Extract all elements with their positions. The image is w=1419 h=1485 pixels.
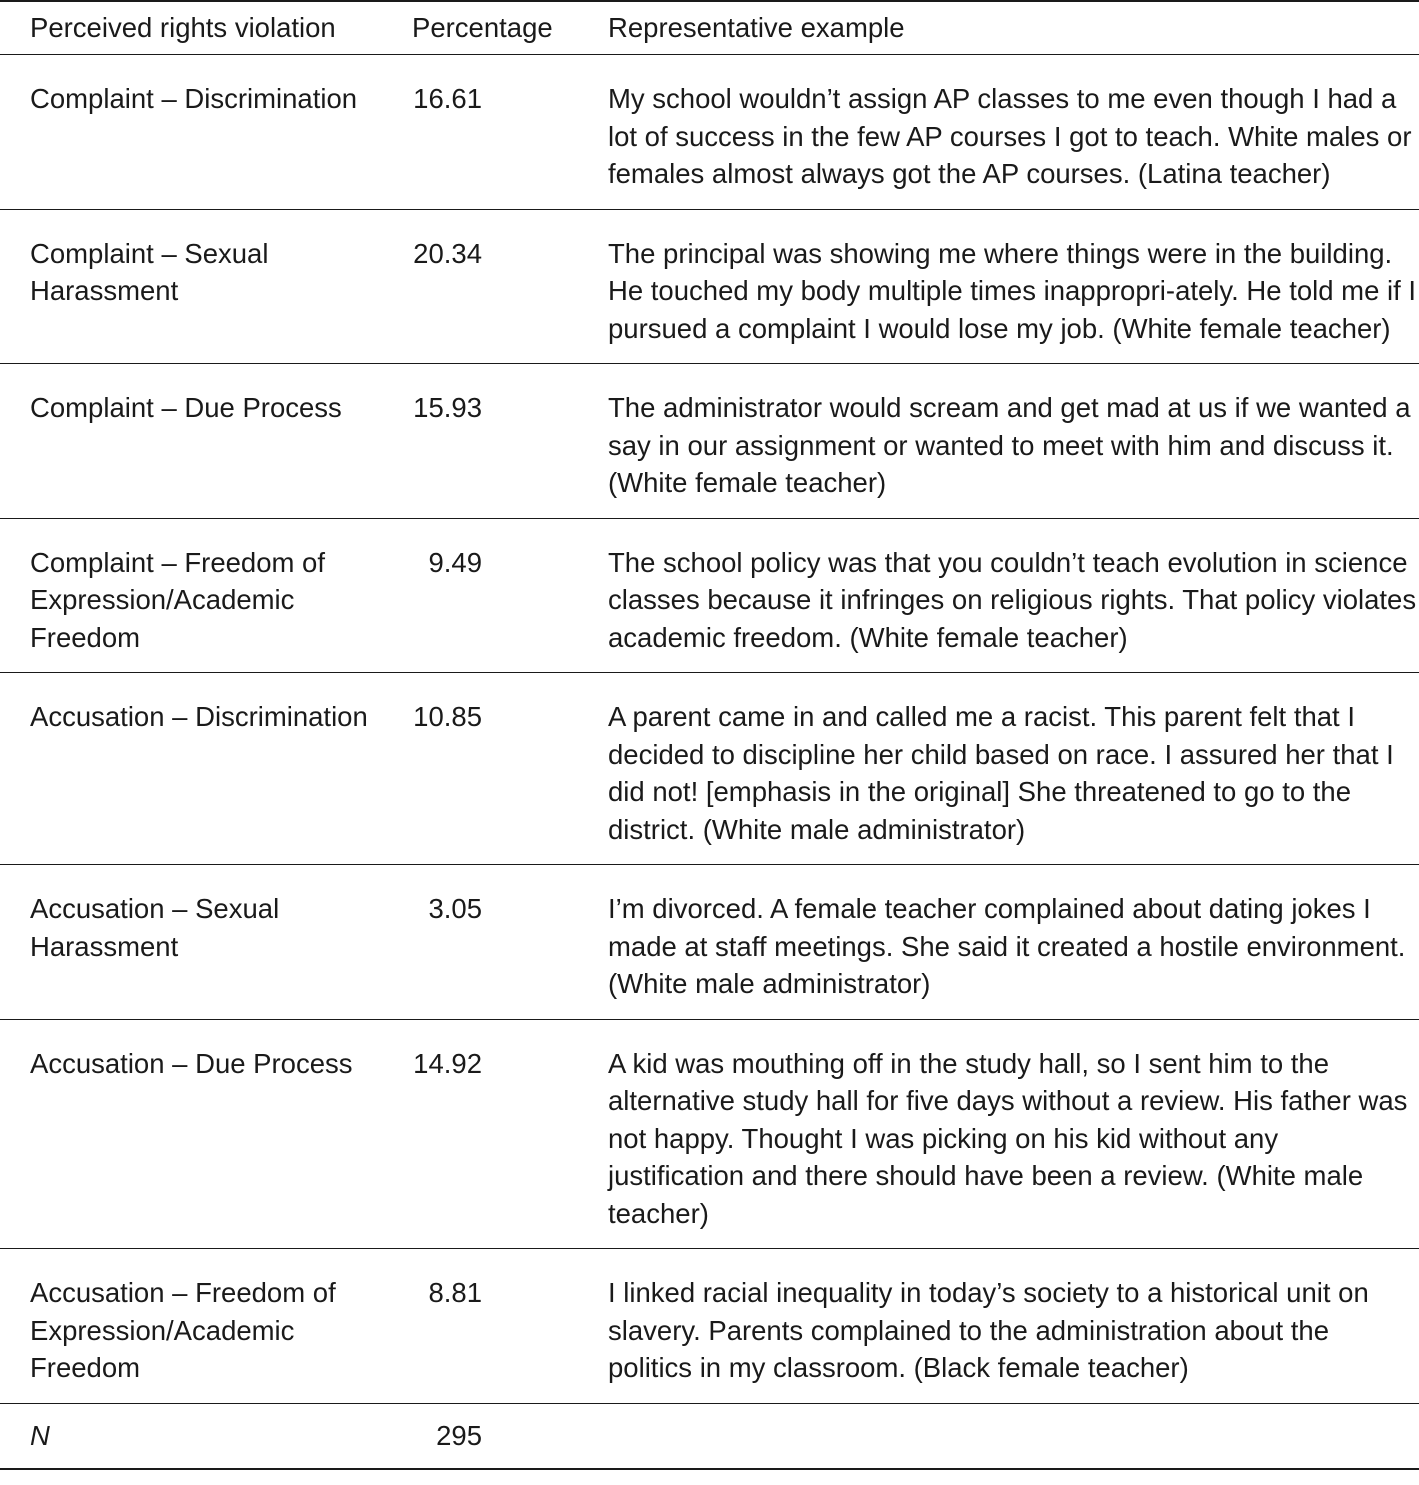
total-row — [0, 1403, 1419, 1469]
example-cell: A parent came in and called me a racist. This parent felt that I decided to discipline her child based on race. I assured her that I did not! [emphasis in the original] She threatened to go to the district. (White male administrator) — [608, 701, 1394, 845]
percentage-cell — [378, 1249, 578, 1404]
example-cell: My school wouldn’t assign AP classes to me even though I had a lot of success in the few AP courses I got to teach. White males or females almost always got the AP courses. (Latina teacher) — [608, 83, 1412, 189]
example-cell: I’m divorced. A female teacher complained about dating jokes I made at staff meetings. She said it created a hostile environment. (White male administrator) — [608, 893, 1406, 999]
percentage-value: 9.49 — [428, 546, 482, 578]
violation-cell: Complaint – Sexual Harassment — [30, 237, 269, 306]
table-row — [0, 364, 1419, 519]
percentage-cell — [378, 865, 578, 1020]
percentage-value: 8.81 — [428, 1277, 482, 1308]
percentage-value: 16.61 — [413, 83, 482, 114]
header-example: Representative example — [608, 12, 905, 44]
example-cell: The school policy was that you couldn’t teach evolution in science classes because it infringes on religious rights. That policy violates academic freedom. (White female teacher) — [608, 546, 1417, 653]
total-label: N — [30, 1419, 50, 1451]
violation-cell: Complaint – Discrimination — [30, 83, 358, 114]
percentage-cell — [378, 364, 578, 519]
percentage-cell — [378, 1019, 578, 1249]
total-cell — [378, 1403, 578, 1469]
percentage-value: 10.85 — [413, 701, 482, 732]
table-row — [0, 209, 1419, 364]
table-row — [0, 1019, 1419, 1249]
percentage-cell — [378, 673, 578, 865]
percentage-cell — [378, 55, 578, 210]
header-row — [0, 1, 1419, 55]
table-row — [0, 518, 1419, 673]
violation-cell: Accusation – Due Process — [30, 1047, 353, 1079]
percentage-value: 15.93 — [413, 392, 482, 423]
violation-cell: Accusation – Discrimination — [30, 701, 368, 732]
example-cell: A kid was mouthing off in the study hall, so I sent him to the alternative study hall for five days without a review. His father was not happy. Thought I was picking on his kid without any justification and there should have been a review. (White male teacher) — [608, 1047, 1408, 1229]
table-row — [0, 55, 1419, 210]
percentage-value: 20.34 — [413, 237, 482, 269]
total-empty-cell — [578, 1403, 1419, 1469]
percentage-value: 14.92 — [413, 1047, 482, 1079]
table-row — [0, 865, 1419, 1020]
table-body — [0, 55, 1419, 1469]
example-cell: The administrator would scream and get mad at us if we wanted a say in our assignment or wanted to meet with him and discuss it. (White female teacher) — [608, 392, 1411, 498]
percentage-cell — [378, 518, 578, 673]
example-cell: I linked racial inequality in today’s society to a historical unit on slavery. Parents complained to the administration about the politics in my classroom. (Black female teacher) — [608, 1277, 1369, 1383]
table-row — [0, 1249, 1419, 1404]
violation-cell: Accusation – Sexual Harassment — [30, 893, 280, 962]
percentage-value: 3.05 — [428, 893, 482, 924]
violation-cell: Complaint – Due Process — [30, 392, 342, 423]
total-value: 295 — [436, 1419, 482, 1451]
violation-cell: Complaint – Freedom of Expression/Academic Freedom — [30, 546, 325, 653]
example-cell: The principal was showing me where things were in the building. He touched my body multiple times inappropri-ately. He told me if I pursued a complaint I would lose my job. (White female teacher) — [608, 237, 1417, 344]
header-violation: Perceived rights violation — [30, 12, 336, 44]
header-percentage: Percentage — [412, 12, 553, 44]
percentage-cell — [378, 209, 578, 364]
table-header — [0, 1, 1419, 55]
violation-cell: Accusation – Freedom of Expression/Academic Freedom — [30, 1277, 336, 1383]
table-row — [0, 673, 1419, 865]
